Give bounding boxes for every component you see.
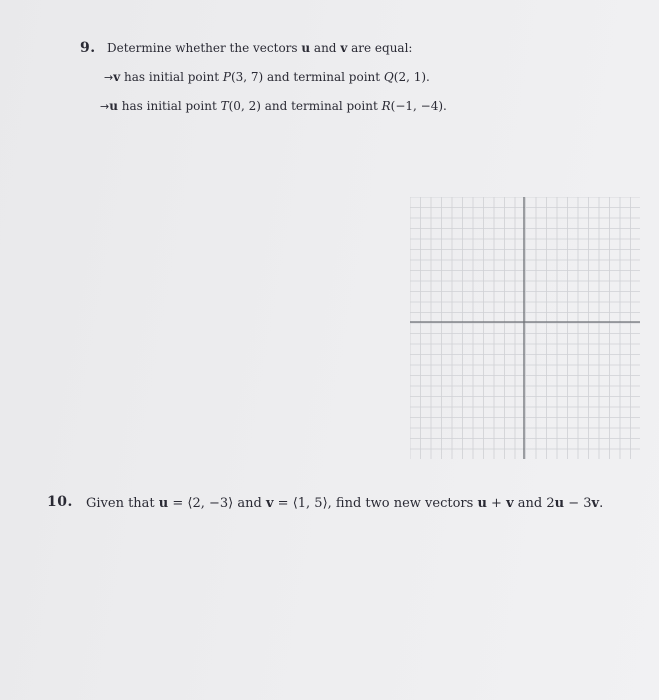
q10-diff-v: v [591,496,600,511]
q9-prompt-pre: Determine whether the vectors [107,41,302,55]
q10-minus: − 3 [564,496,592,511]
right-arrow-icon: → [100,100,110,113]
q9-and: and [310,41,341,55]
q10-eq1: = ⟨2, −3⟩ and [168,496,266,511]
q10-sum-v: v [506,496,514,511]
q9-line2-text2: and terminal point [260,99,382,113]
q10-diff-u: u [554,496,565,511]
question-9-line-v [104,70,430,84]
question-9-number: 9. [80,40,96,56]
q9-point-r-coords: (−1, −4). [390,99,447,113]
q10-vector-u: u [158,496,169,511]
q9-line1-vector: v [113,70,121,84]
q9-point-t-label: T [220,99,229,113]
q9-vector-u: u [301,41,311,55]
coordinate-grid-svg [410,197,640,459]
q9-point-p-coords: (3, 7) [230,70,264,84]
question-10-number: 10. [47,494,73,510]
q9-point-q-label: Q [383,70,394,84]
q10-end: . [599,496,604,511]
q9-point-r-label: R [381,99,391,113]
coordinate-grid [410,197,640,459]
q9-prompt-post: are equal: [347,41,413,55]
right-arrow-icon: → [104,71,114,84]
q10-sum-u: u [477,496,487,511]
q10-vector-v: v [265,496,274,511]
q9-point-q-coords: (2, 1). [393,70,430,84]
q10-eq2: = ⟨1, 5⟩, find two new vectors [273,496,478,511]
question-9-line-u [100,99,447,113]
q9-point-p-label: P [222,70,231,84]
q9-vector-v: v [340,41,348,55]
q9-line1-text1: has initial point [120,70,223,84]
q9-line2-vector: u [109,99,118,113]
q9-line1-text2: and terminal point [263,70,384,84]
q9-line2-text1: has initial point [117,99,221,113]
q10-and: and 2 [513,496,555,511]
question-10-prompt [86,496,603,511]
q9-point-t-coords: (0, 2) [228,99,261,113]
question-9-prompt [107,41,412,55]
q10-plus: + [486,496,507,511]
q10-pre: Given that [86,496,159,511]
